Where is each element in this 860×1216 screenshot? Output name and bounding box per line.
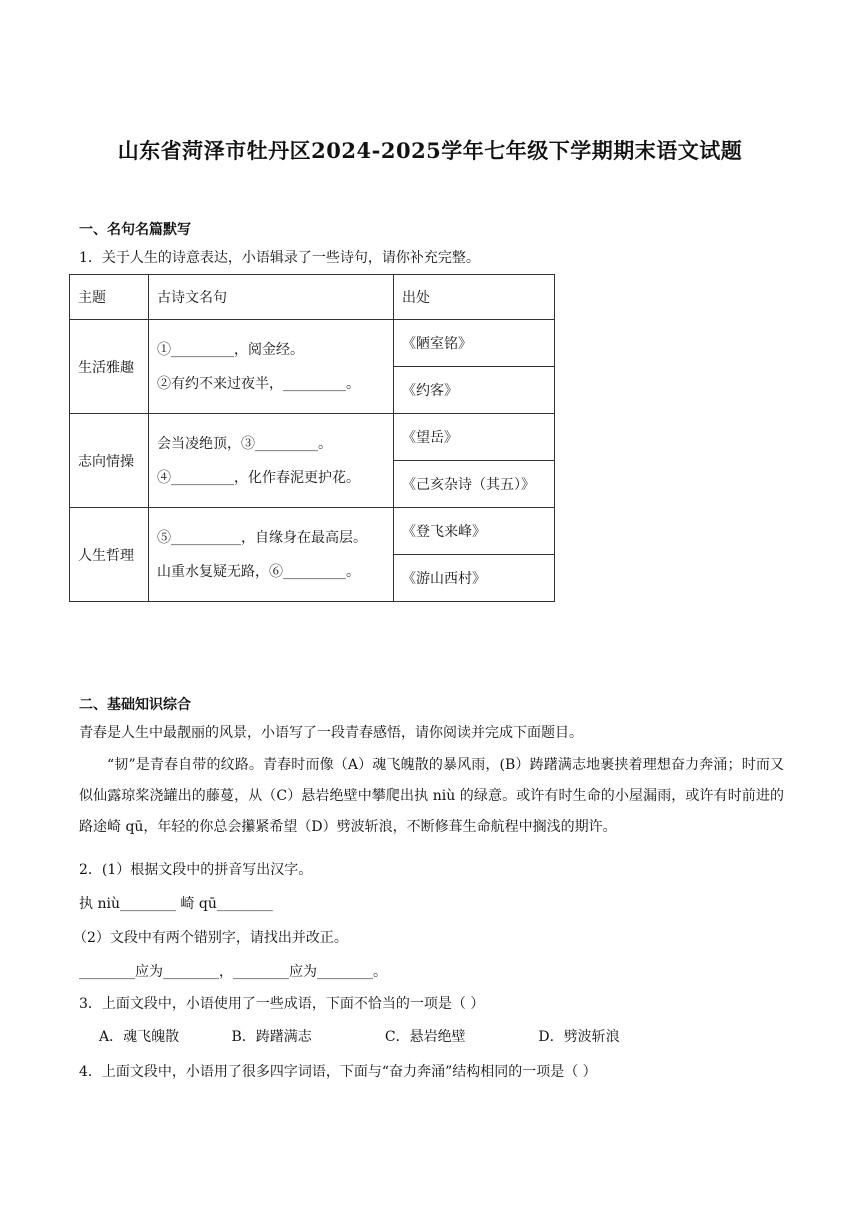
table-header-row	[70, 275, 555, 320]
poem-line: 山重水复疑无路，⑥_________。	[157, 563, 360, 580]
poem-line: 会当凌绝顶，③_________。	[157, 435, 332, 452]
section2-intro: 青春是人生中最靓丽的风景，小语写了一段青春感悟，请你阅读并完成下面题目。	[79, 725, 583, 741]
section1-heading: 一、名句名篇默写	[79, 222, 191, 238]
poem-line: ④_________，化作春泥更护花。	[157, 469, 360, 486]
option-c: C．悬岩绝壁	[384, 1029, 466, 1045]
theme-cell: 志向情操	[70, 414, 149, 508]
theme-cell: 生活雅趣	[70, 320, 149, 414]
theme-cell: 人生哲理	[70, 508, 149, 602]
question-3: 3．上面文段中，小语使用了一些成语，下面不恰当的一项是（ ）	[79, 996, 485, 1012]
table-row	[70, 320, 555, 367]
source-cell: 《己亥杂诗（其五）》	[394, 461, 555, 508]
header-theme: 主题	[70, 275, 149, 320]
question-2-blanks: 执 niù________ 崎 qū________	[79, 896, 273, 912]
header-lines: 古诗文名句	[149, 275, 394, 320]
poem-line: ①_________，阅金经。	[157, 341, 304, 358]
section2-heading: 二、基础知识综合	[79, 697, 191, 713]
question-2: 2．(1）根据文段中的拼音写出汉字。	[79, 862, 313, 878]
question-1: 1．关于人生的诗意表达，小语辑录了一些诗句，请你补充完整。	[79, 250, 480, 266]
poem-line: ⑤__________，自缘身在最高层。	[157, 529, 367, 546]
source-cell: 《望岳》	[394, 414, 555, 461]
source-cell: 《陋室铭》	[394, 320, 555, 367]
poem-table	[69, 274, 555, 602]
question-2-part2: （2）文段中有两个错别字，请找出并改正。	[73, 930, 348, 946]
option-a: A．魂飞魄散	[99, 1029, 180, 1045]
lines-cell	[149, 320, 394, 414]
option-d: D．劈波斩浪	[538, 1029, 620, 1045]
question-2-part2-blanks: ________应为________，________应为________。	[79, 964, 387, 980]
source-cell: 《游山西村》	[394, 555, 555, 602]
passage-paragraph: “韧”是青春自带的纹路。青春时而像（A）魂飞魄散的暴风雨，(B）踌躇满志地裹挟着理想奋力奔涌；时而又似仙露琼桨浇罐出的藤蔓，从（C）悬岩绝壁中攀爬出执 niù 的绿意。或许有时生命的小屋漏雨，或许有时前进的路途崎 qū，年轻的你总会攥紧希望（D）劈波斩浪，不断修葺生命航程中搁浅的期许。	[79, 757, 784, 835]
table-row	[70, 414, 555, 461]
page-title: 山东省菏泽市牡丹区2024-2025学年七年级下学期期末语文试题	[117, 138, 743, 163]
header-source: 出处	[394, 275, 555, 320]
table-row	[70, 508, 555, 555]
lines-cell	[149, 414, 394, 508]
lines-cell	[149, 508, 394, 602]
question-4: 4．上面文段中，小语用了很多四字词语，下面与“奋力奔涌”结构相同的一项是（ ）	[79, 1064, 597, 1080]
source-cell: 《登飞来峰》	[394, 508, 555, 555]
option-b: B．踌躇满志	[231, 1029, 312, 1045]
poem-line: ②有约不来过夜半，_________。	[157, 375, 360, 392]
source-cell: 《约客》	[394, 367, 555, 414]
question-3-options	[99, 1026, 620, 1046]
